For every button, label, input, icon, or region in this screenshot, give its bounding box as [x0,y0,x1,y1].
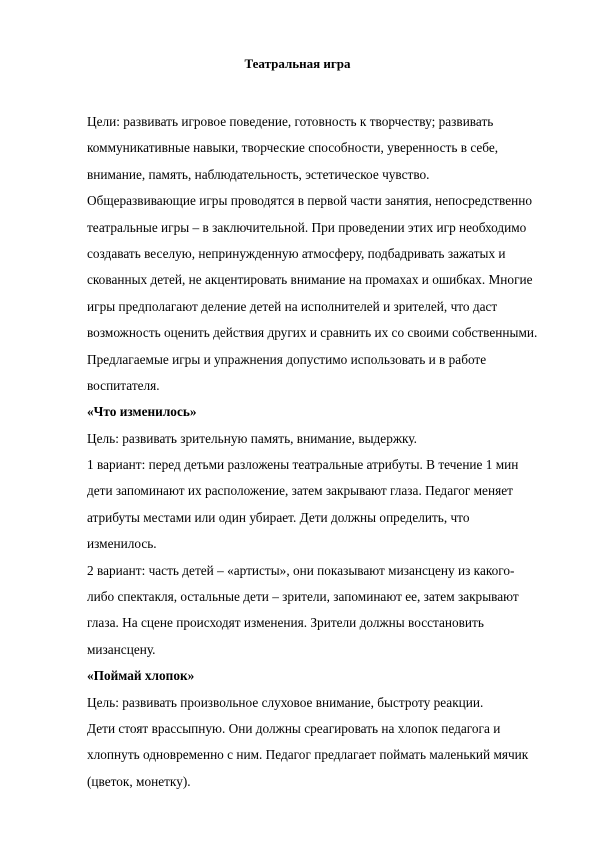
text-line: хлопнуть одновременно с ним. Педагог предлагает поймать маленький мячик [87,747,529,763]
document-title: Театральная игра [244,56,351,71]
section-heading: «Поймай хлопок» [87,668,195,684]
text-line: Предлагаемые игры и упражнения допустимо использовать и в работе [87,351,487,367]
text-line: коммуникативные навыки, творческие способности, уверенность в себе, [87,140,499,156]
text-line: изменилось. [87,536,157,552]
text-line: Общеразвивающие игры проводятся в первой части занятия, непосредственно [87,193,532,209]
text-line: Цель: развивать зрительную память, внимание, выдержку. [87,430,417,446]
text-line: игры предполагают деление детей на исполнителей и зрителей, что даст [87,298,498,314]
text-line: мизансцену. [87,641,156,657]
text-line: 1 вариант: перед детьми разложены театральные атрибуты. В течение 1 мин [87,457,519,473]
text-line: Цель: развивать произвольное слуховое внимание, быстроту реакции. [87,694,484,710]
text-line: воспитателя. [87,377,160,393]
text-line: глаза. На сцене происходят изменения. Зрители должны восстановить [87,615,484,631]
text-line: Цели: развивать игровое поведение, готовность к творчеству; развивать [87,114,494,129]
text-line: внимание, память, наблюдательность, эстетическое чувство. [87,166,430,182]
text-line: либо спектакля, остальные дети – зрители, запоминают ее, затем закрывают [87,589,519,605]
text-line: создавать веселую, непринужденную атмосферу, подбадривать зажатых и [87,245,506,261]
text-line: возможность оценить действия других и сравнить их со своими собственными. [87,325,538,341]
text-line: театральные игры – в заключительной. При проведении этих игр необходимо [87,219,527,235]
text-line: скованных детей, не акцентировать внимание на промахах и ошибках. Многие [87,272,533,288]
text-line: 2 вариант: часть детей – «артисты», они показывают мизансцену из какого- [87,562,515,578]
document-body [87,109,539,795]
section-heading: «Что изменилось» [87,404,197,420]
text-line: Дети стоят врассыпную. Они должны среагировать на хлопок педагога и [87,720,501,736]
text-line: (цветок, монетку). [87,773,191,789]
text-line: атрибуты местами или один убирает. Дети должны определить, что [87,509,470,525]
text-line: дети запоминают их расположение, затем закрывают глаза. Педагог меняет [87,483,513,499]
